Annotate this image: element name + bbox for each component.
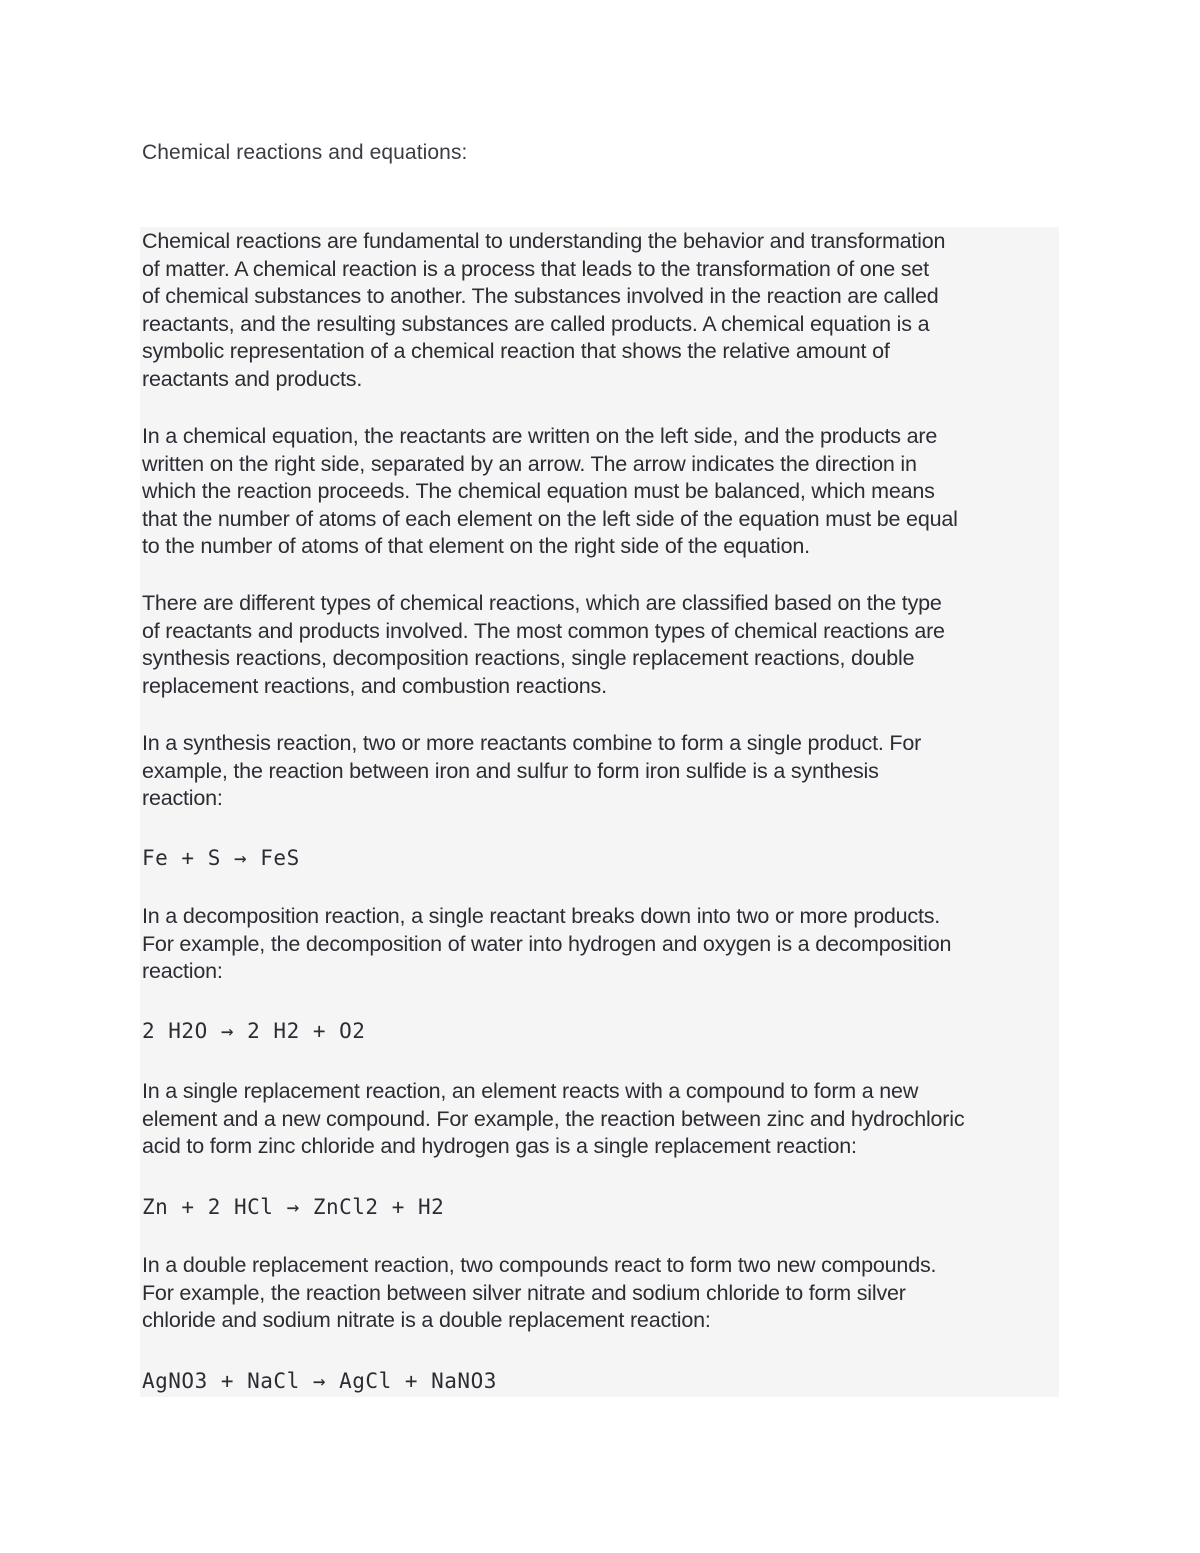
text-line: replacement reactions, and combustion reactions. [142, 673, 607, 698]
text-line: In a decomposition reaction, a single reactant breaks down into two or more products. [142, 904, 941, 928]
paragraph-intro [142, 228, 1058, 393]
paragraph-single-replacement [142, 1078, 1058, 1161]
text-line: symbolic representation of a chemical reaction that shows the relative amount of [142, 339, 890, 363]
text-line: of matter. A chemical reaction is a process that leads to the transformation of one set [142, 256, 929, 281]
text-line: reactants and products. [142, 366, 363, 391]
text-line: reaction: [142, 959, 223, 983]
equation-double-replacement: AgNO3 + NaCl → AgCl + NaNO3 [142, 1369, 497, 1393]
text-line: written on the right side, separated by an arrow. The arrow indicates the direction in [142, 451, 917, 476]
text-line: For example, the decomposition of water into hydrogen and oxygen is a decomposition [142, 931, 952, 956]
text-line: example, the reaction between iron and sulfur to form iron sulfide is a synthesis [142, 758, 879, 783]
text-line: For example, the reaction between silver nitrate and sodium chloride to form silver [142, 1280, 906, 1305]
text-line: of reactants and products involved. The most common types of chemical reactions are [142, 618, 945, 643]
text-line: In a double replacement reaction, two compounds react to form two new compounds. [142, 1253, 937, 1277]
paragraph-chemical-equation [142, 423, 1058, 561]
text-line: In a single replacement reaction, an element reacts with a compound to form a new [142, 1079, 919, 1103]
text-line: In a synthesis reaction, two or more reactants combine to form a single product. For [142, 731, 922, 755]
text-line: acid to form zinc chloride and hydrogen gas is a single replacement reaction: [142, 1134, 857, 1158]
text-line: synthesis reactions, decomposition reactions, single replacement reactions, double [142, 646, 915, 670]
equation-single-replacement: Zn + 2 HCl → ZnCl2 + H2 [142, 1195, 445, 1219]
paragraph-decomposition [142, 903, 1058, 986]
paragraph-double-replacement [142, 1252, 1058, 1335]
equation-synthesis: Fe + S → FeS [142, 846, 300, 870]
paragraph-synthesis [142, 730, 1058, 813]
paragraph-reaction-types [142, 590, 1058, 700]
text-line: Chemical reactions are fundamental to understanding the behavior and transformation [142, 229, 946, 253]
text-line: There are different types of chemical reactions, which are classified based on the type [142, 591, 942, 615]
text-line: reactants, and the resulting substances are called products. A chemical equation is a [142, 311, 930, 336]
text-line: which the reaction proceeds. The chemical equation must be balanced, which means [142, 479, 935, 503]
text-line: element and a new compound. For example, the reaction between zinc and hydrochloric [142, 1106, 965, 1131]
content-block [140, 227, 1059, 1397]
document-title: Chemical reactions and equations: [142, 141, 468, 164]
text-line: In a chemical equation, the reactants are written on the left side, and the products are [142, 424, 938, 448]
text-line: that the number of atoms of each element on the left side of the equation must be equal [142, 506, 958, 531]
text-line: of chemical substances to another. The substances involved in the reaction are called [142, 284, 939, 308]
text-line: reaction: [142, 786, 223, 810]
equation-decomposition: 2 H2O → 2 H2 + O2 [142, 1019, 366, 1043]
text-line: to the number of atoms of that element on the right side of the equation. [142, 534, 810, 558]
text-line: chloride and sodium nitrate is a double replacement reaction: [142, 1308, 711, 1332]
